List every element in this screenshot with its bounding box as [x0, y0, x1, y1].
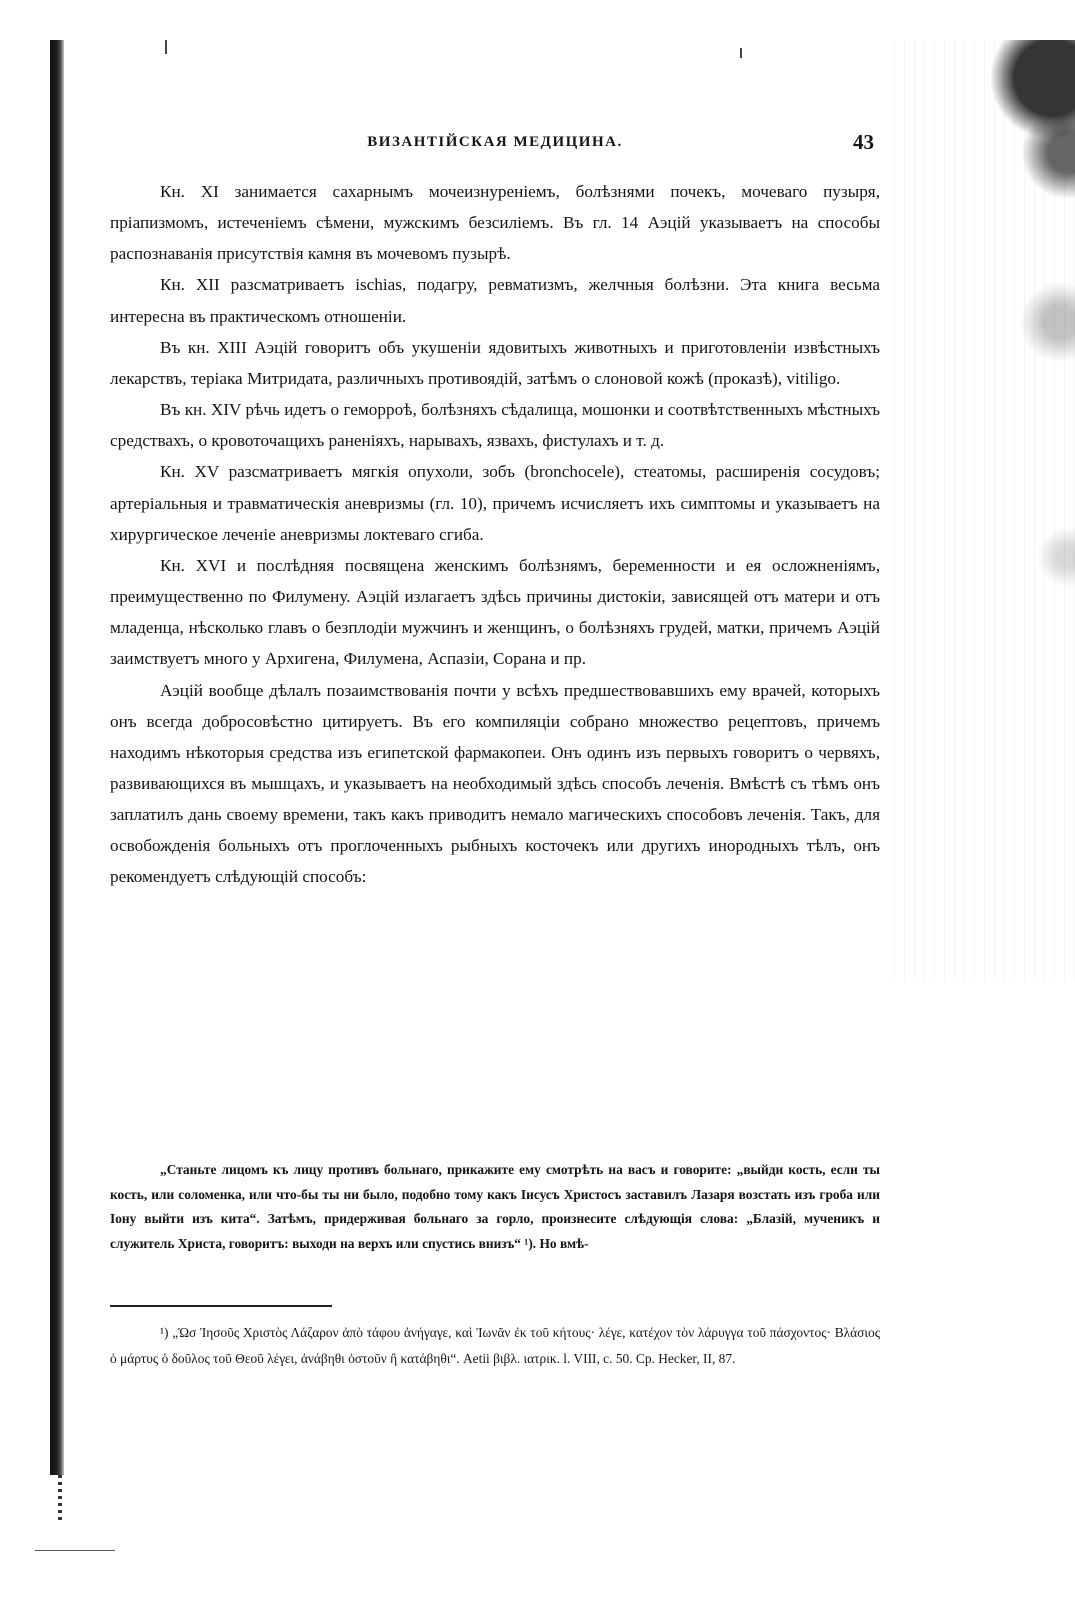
scan-edge-speckle: [885, 40, 1075, 980]
binding-edge-tail: [58, 1475, 62, 1520]
running-head: [110, 132, 880, 162]
paragraph-aetius-borrowings: Аэцій вообще дѣлалъ позаимствованія почти у всѣхъ предшествовавшихъ ему врачей, которыхъ онъ всегда добросовѣстно цитируетъ. Въ его компиляціи собрано множество рецептовъ, причемъ находимъ нѣкоторыя средства изъ египетской фармакопеи. Онъ одинъ изъ первыхъ говоритъ о червяхъ, развивающихся въ мышцахъ, и указываетъ на необходимый здѣсь способъ леченія. Вмѣстѣ съ тѣмъ онъ заплатилъ дань своему времени, такъ какъ приводитъ немало магическихъ способовъ леченія. Такъ, для освобожденія больныхъ отъ проглоченныхъ рыбныхъ косточекъ или другихъ инородныхъ тѣлъ, онъ рекомендуетъ слѣдующій способъ:: [110, 680, 880, 887]
paragraph-book-16: Кн. XVI и послѣдняя посвящена женскимъ болѣзнямъ, беременности и ея осложненіямъ, преимущественно по Филумену. Аэцій излагаетъ здѣсь причины дистокіи, зависящей отъ матери и отъ младенца, нѣсколько главъ о безплодіи мужчинъ и женщинъ, о болѣзняхъ грудей, матки, причемъ Аэцій заимствуетъ много у Архигена, Филумена, Аспазіи, Сорана и пр.: [110, 555, 880, 669]
footnote-rule: [110, 1305, 332, 1307]
paragraph-book-14: Въ кн. XIV рѣчь идетъ о геморроѣ, болѣзняхъ сѣдалища, мошонки и соотвѣтственныхъ мѣстныхъ средствахъ, о кровоточащихъ раненіяхъ, нарывахъ, язвахъ, фистулахъ и т. д.: [110, 400, 880, 451]
footnote-text: ¹) „Ὡσ Ἰησοῦς Χριστὸς Λάζαρον ἀπὸ τάφου ἀνήγαγε, καὶ Ἰωνᾶν ἐκ τοῦ κήτους· λέγε, κατέχον τὸν λάρυγγα τοῦ πάσχοντος· Βλάσιος ὁ μάρτυς ὁ δοῦλος τοῦ Θεοῦ λέγει, ἀνάβηθι ὀστοῦν ἢ κατάβηθι“. Aetii βιβλ. ιατρικ. l. VIII, c. 50. Cp. Hecker, II, 87.: [110, 1325, 880, 1366]
paragraph-book-13: Въ кн. XIII Аэцій говоритъ объ укушеніи ядовитыхъ животныхъ и приготовленіи извѣстныхъ лекарствъ, теріака Митридата, различныхъ противоядій, затѣмъ о слоновой кожѣ (проказѣ), vitiligo.: [110, 337, 880, 388]
page-number: 43: [853, 130, 874, 154]
footnote: [110, 1320, 880, 1372]
paragraph-book-15: Кн. XV разсматриваетъ мягкія опухоли, зобъ (bronchocele), стеатомы, расширенія сосудовъ; артеріальныя и травматическія аневризмы (гл. 10), причемъ исчисляетъ ихъ симптомы и указываетъ на хирургическое леченіе аневризмы локтеваго сгиба.: [110, 462, 880, 544]
scan-bottom-mark: [35, 1550, 115, 1551]
paragraph-book-11: Кн. XI занимается сахарнымъ мочеизнуреніемъ, болѣзнями почекъ, мочеваго пузыря, пріапизмомъ, истеченіемъ сѣмени, мужскимъ безсиліемъ. Въ гл. 14 Аэцій указываетъ на способы распознаванія присутствія камня въ мочевомъ пузырѣ.: [110, 182, 880, 264]
quote-text: „Станьте лицомъ къ лицу противъ больнаго, прикажите ему смотрѣть на васъ и говорите: „выйди кость, если ты кость, или соломенка, или что-бы ты ни было, подобно тому какъ Іисусъ Христосъ заставилъ Лазаря возстать изъ гроба или Іону выйти изъ кита“. Затѣмъ, придерживая больнаго за горло, произнесите слѣдующія слова: „Блазій, мученикъ и служитель Христа, говоритъ: выходи на верхъ или спустись внизъ“ ¹). Но вмѣ-: [110, 1162, 880, 1251]
running-title: ВИЗАНТІЙСКАЯ МЕДИЦИНА.: [367, 134, 623, 150]
scan-mark: [740, 48, 742, 58]
quoted-incantation: [110, 1158, 880, 1256]
main-text: [110, 176, 880, 893]
scanned-page-binding-edge: [50, 40, 64, 1475]
paragraph-book-12: Кн. XII разсматриваетъ ischias, подагру, ревматизмъ, желчныя болѣзни. Эта книга весьма интересна въ практическомъ отношеніи.: [110, 275, 880, 326]
scan-mark: [165, 40, 167, 54]
